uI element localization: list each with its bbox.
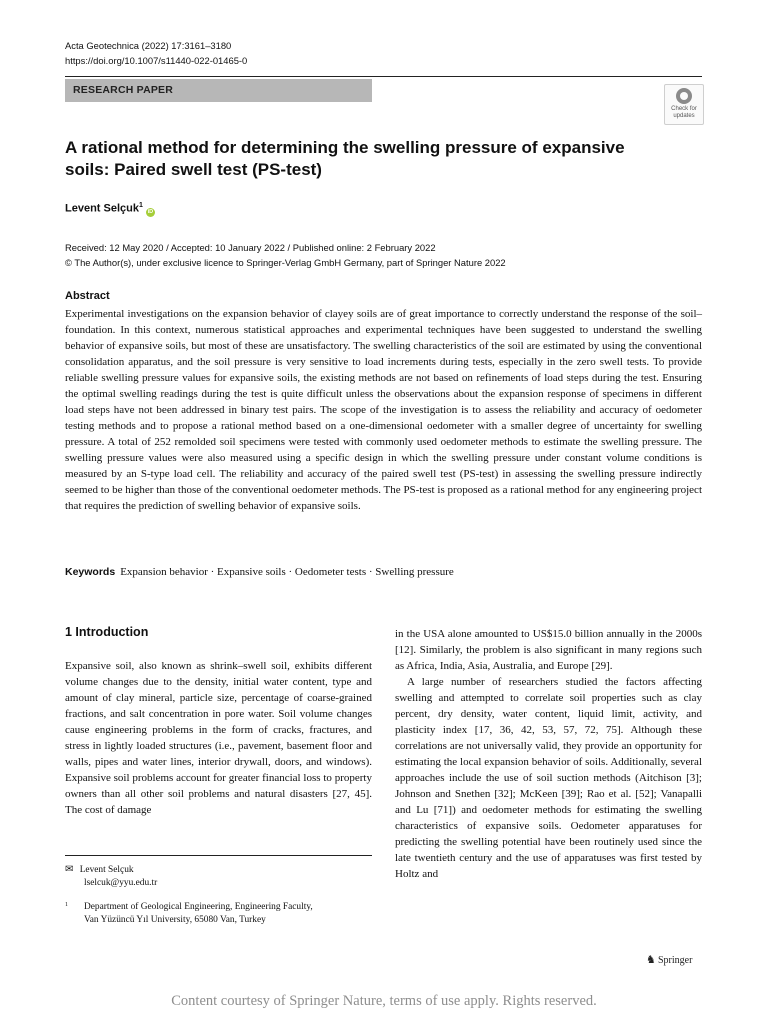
author-line <box>65 202 155 217</box>
dates-line: Received: 12 May 2020 / Accepted: 10 January 2022 / Published online: 2 February 2022 <box>65 242 436 253</box>
keywords-text: Expansion behavior · Expansive soils · Oedometer tests · Swelling pressure <box>120 566 454 578</box>
footnote-rule <box>65 855 372 856</box>
orcid-icon[interactable]: iD <box>147 208 154 215</box>
affiliation <box>65 901 365 927</box>
contact-name: Levent Selçuk <box>79 865 134 875</box>
copyright-line: © The Author(s), under exclusive licence to Springer-Verlag GmbH Germany, part of Springer Nature 2022 <box>65 256 506 268</box>
doi-link[interactable]: https://doi.org/10.1007/s11440-022-01465-0 <box>65 55 248 66</box>
publisher-logo <box>646 953 692 966</box>
envelope-icon: ✉ <box>65 864 74 875</box>
publication-dates <box>65 241 506 270</box>
springer-horse-icon: ♞ <box>646 954 656 966</box>
journal-header <box>65 38 247 68</box>
author-affil-sup: 1 <box>138 202 143 209</box>
crossmark-line2: updates <box>673 112 695 119</box>
affiliation-sup: 1 <box>65 902 68 908</box>
introduction-paragraph: in the USA alone amounted to US$15.0 billion annually in the 2000s [12]. Similarly, the problem is also significant in many regions such as Africa, India, Asia, Australia, and Europe [29]. <box>395 628 702 672</box>
abstract-heading: Abstract <box>65 290 110 302</box>
section-heading-introduction: 1 Introduction <box>65 625 149 639</box>
courtesy-notice: Content courtesy of Springer Nature, terms of use apply. Rights reserved. <box>171 993 597 1009</box>
introduction-paragraph: A large number of researchers studied the factors affecting swelling and attempted to correlate soil properties such as clay percent, dry density, water content, liquid limit, activity, and plasticity index [17, 36, 42, 53, 57, 72, 75]. Although these correlations are not universally valid, they provide an opportunity for estimating the local expansion behavior of soils. Additionally, several approaches include the use of soil suction methods (Aitchison [3]; Johnson and Snethen [32]; McKeen [39]; Rao et al. [52]; Vanapalli and Lu [71]) and oedometer methods for estimating the swelling characteristics of expansive soils. Oedometer apparatuses for predicting the swelling potential have been routinely used since the late twentieth century and the use of apparatuses was first tested by Holtz and <box>395 676 702 880</box>
article-type-label: RESEARCH PAPER <box>73 84 174 96</box>
article-title: A rational method for determining the swelling pressure of expansive soils: Paired swell test (PS-test) <box>65 138 625 179</box>
introduction-column-1: Expansive soil, also known as shrink–swell soil, exhibits different volume changes due to the density, initial water content, type and amount of clay mineral, particle size, percentage of coarse-grained fractions, and salt concentration in pore water. Soil volume changes cause engineering problems in the form of cracks, fractures, and stress in lightly loaded structures (i.e., pavement, basement floor and walls, pipes and water lines, interior drywall, doors, and windows). Expansive soil problems account for greater financial loss to property owners than all other soil problems and natural disasters [27, 45]. The cost of damage <box>65 660 372 816</box>
affiliation-line: Van Yüzüncü Yıl University, 65080 Van, Turkey <box>84 915 266 925</box>
author-name[interactable]: Levent Selçuk <box>65 202 139 215</box>
crossmark-ring <box>676 88 692 104</box>
keywords-label: Keywords <box>65 566 116 578</box>
affiliation-line: Department of Geological Engineering, Engineering Faculty, <box>84 902 313 912</box>
article-type-badge <box>65 79 372 102</box>
crossmark-line1: Check for <box>671 106 697 112</box>
keywords-line <box>65 566 454 578</box>
journal-citation: Acta Geotechnica (2022) 17:3161–3180 <box>65 40 232 51</box>
publisher-name: Springer <box>658 955 693 966</box>
corresponding-author <box>65 863 157 890</box>
header-rule <box>65 76 702 77</box>
check-for-updates-icon[interactable] <box>664 84 704 125</box>
introduction-column-2 <box>395 626 702 882</box>
abstract-text: Experimental investigations on the expansion behavior of clayey soils are of great importance to correctly understand the response of the soil–foundation. In this context, numerous statistical approaches and experimental techniques have been suggested to understand the swelling behavior of expansive soils, but most of these are unsatisfactory. The swelling characteristics of the soil are estimated by using the conventional consolidation apparatus, and the soil pressure is very sensitive to load increments during tests, especially in the zero swell tests. To provide reliable swelling pressure values for expansive soils, the existing methods are not based on refinements of load steps during the test. Ensuring the optimal swelling readings during the test is quite difficult unless the observations about the expansion response of specimens in different load steps have not been addressed in binary test pairs. The scope of the investigation is to assess the reliability and accuracy of oedometer testing methods and to propose a rational method based on a one-dimensional oedometer with a smaller degree of uncertainty for swelling pressure. A total of 252 remolded soil specimens were tested with commonly used oedometer methods to estimate the swelling pressure. The swelling pressure values were also measured using a specific design in which the swelling pressure under constant volume conditions is measured by an S-type load cell. The reliability and accuracy of the paired swell test (PS-test) in assessing the swelling pressure indirectly seemed to be higher than those of the conventional oedometer methods. The PS-test is proposed as a rational method for any engineering project that requires the prediction of swelling behavior of expansive soils. <box>65 308 702 512</box>
contact-email[interactable]: lselcuk@yyu.edu.tr <box>84 878 158 888</box>
